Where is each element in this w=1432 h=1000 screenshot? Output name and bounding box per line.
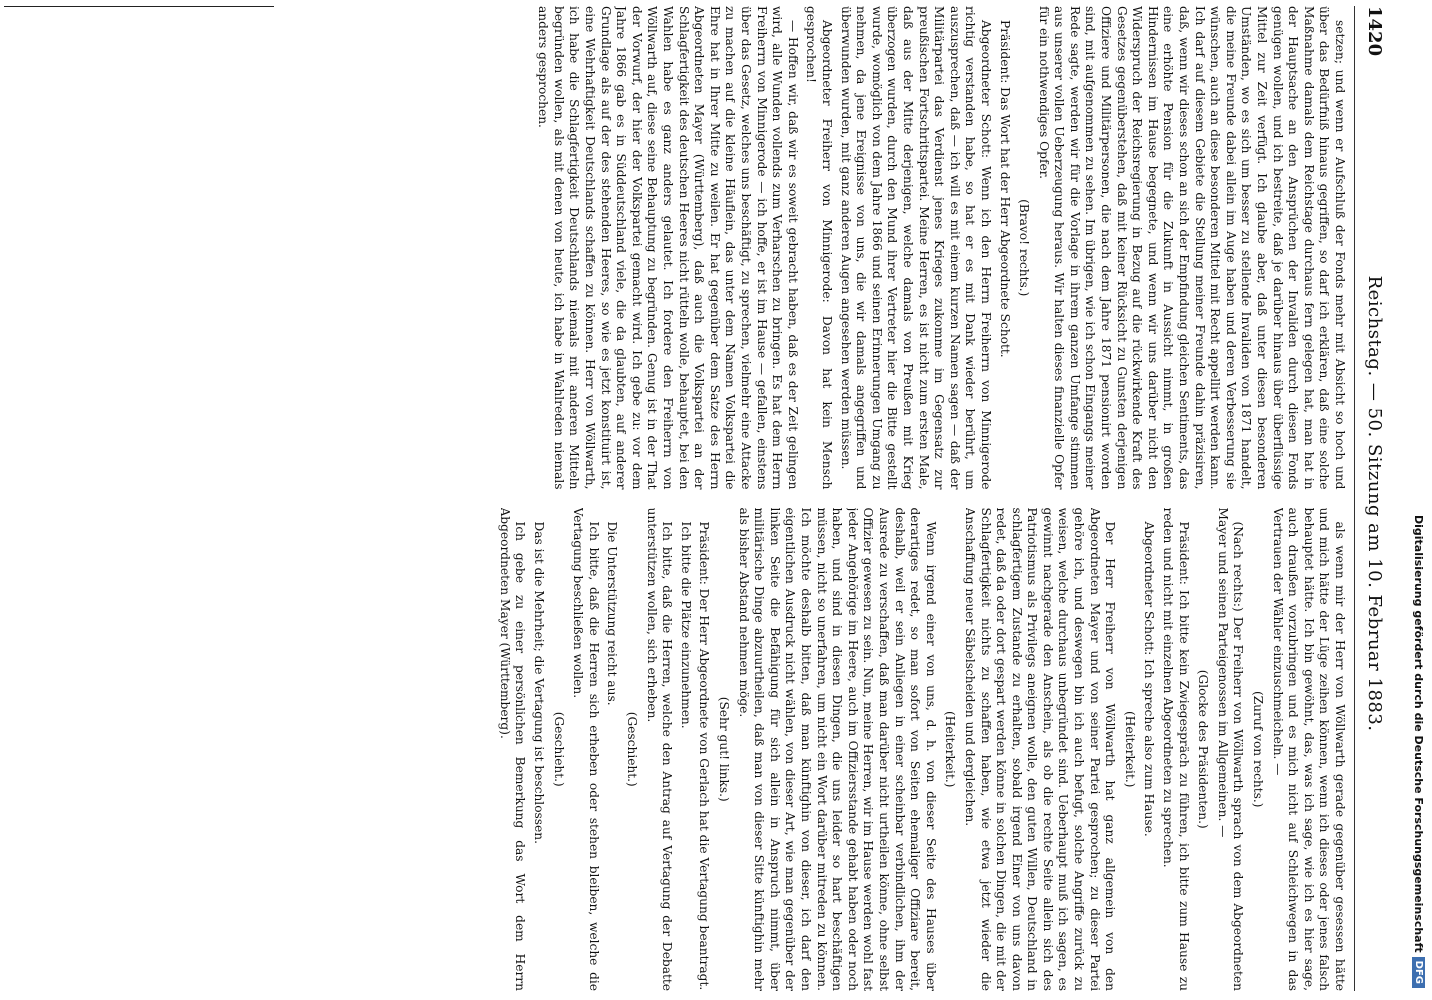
paragraph: Ich bitte die Plätze einzunehmen.: [678, 521, 693, 729]
page-content: [15, 6, 1395, 991]
paragraph: (Heiterkeit.): [943, 711, 958, 788]
paragraph: (Geschieht.): [625, 711, 640, 787]
side-notice-text: [1408, 8, 1430, 988]
paragraph: Präsident: Ich bitte kein Zwiegespräch zu führen, ich bitte zum Hause zu reden und nicht mit einzelnen Abgeordneten zu sprechen.: [1161, 507, 1191, 991]
paragraph: (Zuruf von rechts.): [1251, 690, 1266, 808]
paragraph: Abgeordneter Schott: Wenn ich den Herrn Freiherrn von Minnigerode richtig verstanden habe, so hat er es mit Dank wieder berührt, um auszusprechen, daß — ich will es mit einem kurzen Namen sagen — daß der Militärpartei das Verdienst jenes Krieges zukomme im Gegensatz zur preußischen Fortschrittspartei. Meine Herren, es ist nicht zum ersten Male, daß aus der Mitte derjenigen, welche damals von Preußen mit Krieg überzogen wurden, durch den Mund ihrer Vertreter hier die Bitte gestellt wurde, womöglich von dem Jahre 1866 und seinen Erinnerungen Umgang zu nehmen, da jene Ereignisse von uns, die wir damals angegriffen und überwunden wurden, mit ganz anderen Augen angesehen werden müssen.: [838, 6, 993, 490]
paragraph: Abgeordneter Schott: Ich spreche also zum Hause.: [1142, 521, 1157, 837]
paragraph: Der Herr Freiherr von Wöllwarth hat ganz allgemein von den Abgeordneten Mayer und von seiner Partei gesprochen; zu dieser Partei gehöre ich, und deswegen bin ich auch befugt, solche Angriffe zurück zu weisen, welche durchaus unbegründet sind. Ueberhaupt muß ich sagen, es gewinnt nachgerade den Anschein, als ob die rechte Seite allein sich des Patriotismus als Privilegs aneignen wolle, den guten Willen, Deutschland in schlagfertigem Zustande zu erhalten, sobald irgend Einer von uns davon redet, daß da oder dort gespart werden könne in solchen Dingen, die mit der Schlagfertigkeit nichts zu schaffen haben, wie etwa jetzt wieder die Anschaffung neuer Säbelscheiden und dergleichen.: [962, 507, 1118, 991]
paragraph: (Bravo! rechts.): [1017, 199, 1032, 297]
dfg-logo: DFG: [1413, 957, 1426, 988]
paragraph: Abgeordneter Freiherr von Minnigerode: Davon hat kein Mensch gesprochen!: [804, 6, 834, 490]
paragraph: Ich gebe zu einer persönlichen Bemerkung das Wort dem Herrn Abgeordneten Mayer (Württemberg).: [497, 507, 528, 991]
paragraph: Wenn irgend einer von uns, d. h. von dieser Seite des Hauses über derartiges redet, so man sofort von Seiten ehemaliger Offiziare bereit, deshalb, weil er sein Anliegen in einer scheinbar verbindlichen, ihm der Ausrede zu verschaffen, daß man darüber nicht urtheilen könne, ohne selbst Offizier gewesen zu sein. Nun, meine Herren, wir im Hause werden wohl fast jeder Angehörige im Heere, auch im Offiziersstande gehabt haben oder noch haben, und sind in diesen Dingen, die uns leider so hart beschäftigen müssen, nicht so unerfahren, um nicht ein Wort darüber mitreden zu können. Ich möchte deshalb bitten, daß man künftighin von dieser, ich darf den eigentlichen Ausdruck nicht wählen, von dieser Art, wie man gegenüber der linken Seite die Befähigung für sich allein in Anspruch nimmt, über militärische Dinge abzuurtheilen, daß man von dieser Sitte künftighin mehr als bisher Abstand nehmen möge.: [736, 507, 938, 991]
paragraph: Präsident: Das Wort hat der Herr Abgeordnete Schott.: [997, 20, 1012, 358]
text-columns: [15, 6, 1347, 991]
paragraph: Das ist die Mehrheit; die Vertagung ist beschlossen.: [532, 521, 547, 844]
side-notice: [1408, 8, 1430, 988]
paragraph: Präsident: Der Herr Abgeordnete von Gerlach hat die Vertagung beantragt.: [697, 521, 712, 991]
paragraph: (Nach rechts:) Der Freiherr von Wöllwarth sprach von dem Abgeordneten Mayer und seinen Parteigenossen im Allgemeinen. —: [1215, 507, 1246, 991]
funding-notice: Digitalisierung gefördert durch die Deutsche Forschungsgemeinschaft: [1412, 514, 1426, 953]
paragraph: Ich bitte, daß die Herren sich erheben oder stehen bleiben, welche die Vertagung beschließen wollen.: [571, 507, 601, 991]
paragraph: — Hoffen wir, daß wir es soweit gebracht haben, daß es der Zeit gelingen wird, alle Wunden vollends zum Verharschen zu bringen. Es hat dem Herrn Freiherrn von Minnigerode — ich hoffe, er ist im Hause — gefallen, einstens über das Gesetz, welches uns beschäftigt, zu sprechen, vielmehr eine Attacke zu machen auf die kleine Häuflein, das unter dem Namen Volkspartei die Ehre hat in Ihrer Mitte zu weilen. Er hat gegenüber dem Satze des Herrn Abgeordneten Mayer (Württemberg), daß auch die Volkspartei an der Schlagfertigkeit des deutschen Heeres nicht rütteln wolle, behauptet, bei den Wahlen habe es ganz anders gelautet. Ich fordere den Freiherrn von Wöllwarth auf, diese seine Behauptung zu begründen. Genug ist in der That der Vorwurf, der hier der Volkspartei gemacht wird. Ich gebe zu: vor dem Jahre 1866 gab es in Süddeutschland viele, die da glaubten, auf anderer Grundlage als auf der des stehenden Heeres, so wie es jetzt konstituirt ist, eine Wehrhaftigkeit Deutschlands schaffen zu können. Herr von Wöllwarth, ich habe die Schlagfertigkeit Deutschlands niemals mit anderen Mitteln begründen wollen, als mit denen von heute, ich habe in Wahlreden niemals anders gesprochen.: [536, 6, 800, 490]
page-title: Reichstag. — 50. Sitzung am 10. Februar 1883.: [1364, 275, 1386, 732]
rotated-page: [15, 6, 1395, 991]
text-column-left: [15, 6, 1347, 490]
text-column-right: [15, 508, 1347, 992]
paragraph: (Glocke des Präsidenten.): [1196, 669, 1211, 829]
paragraph: (Geschieht.): [551, 711, 566, 787]
page-header: [1354, 6, 1395, 991]
paragraph: als wenn mir der Herr von Wöllwarth gerade gegenüber gesessen hätte und mich hätte der Lüge zeihen können, wenn ich dieses oder jenes falsch behauptet hätte. Ich bin gewöhnt, das, was ich sage, wie ich es hier sage, auch draußen vorzubringen und es mich nicht auf Schleichwegen in das Vertrauen der Wähler einzuschmeicheln. —: [1270, 507, 1347, 991]
paragraph: setzen; und wenn er Aufschluß der Fonds mehr mit Absicht so hoch und über das Bedürfniß hinaus gegriffen, so darf ich erklären, daß eine solche Maßnahme damals dem Reichstage durchaus fern gelegen hat, man hat in der Hauptsache an den Ansprüchen der Invaliden durch diesen Fonds genügen wollen, und ich bestreite, daß je darüber hinaus über überflüssige Mittel zur Zeit verfügt. Ich glaube aber, daß unter diesen besonderen Umständen, wo es sich um besser zu stellende Invaliden von 1871 handelt, die meine Freunde dabei allein im Auge haben und deren Verbesserung sie wünschen, auch an diese besonderen Mittel mit Recht appellirt werden kann. Ich darf auf diesem Gebiete die Stellung meiner Freunde dahin präzisiren, daß, wenn wir dieses schon an sich der Empfindung gleichen Sentiments, das eine erhöhte Pension für die Zukunft in Aussicht nimmt, in großen Hindernissen im Hause begegnete, und wenn wir uns darüber nicht den Widerspruch der Reichsregierung in Bezug auf die rückwirkende Kraft des Gesetzes gegenüberstehen, daß mit keiner Rücksicht zu Gunsten derjenigen Offiziere und Militärpersonen, die nach dem Jahre 1871 pensionirt worden sind, mit aufgenommen zu sehen. Im übrigen, wie ich schon Eingangs meiner Rede sagte, werden wir für die Vorlage in ihrem ganzen Umfange stimmen aus unserer vollen Ueberzeugung heraus. Wir halten dieses finanzielle Opfer für ein nothwendiges Opfer.: [1036, 6, 1347, 490]
paragraph: Die Unterstützung reicht aus.: [605, 521, 620, 706]
paragraph: (Sehr gut! links.): [717, 696, 732, 802]
paragraph: (Heiterkeit.): [1122, 711, 1137, 788]
paragraph: Ich bitte, daß die Herren, welche den Antrag auf Vertagung der Debatte unterstützen wollen, sich erheben.: [644, 507, 675, 991]
page-number: 1420: [1364, 6, 1386, 57]
